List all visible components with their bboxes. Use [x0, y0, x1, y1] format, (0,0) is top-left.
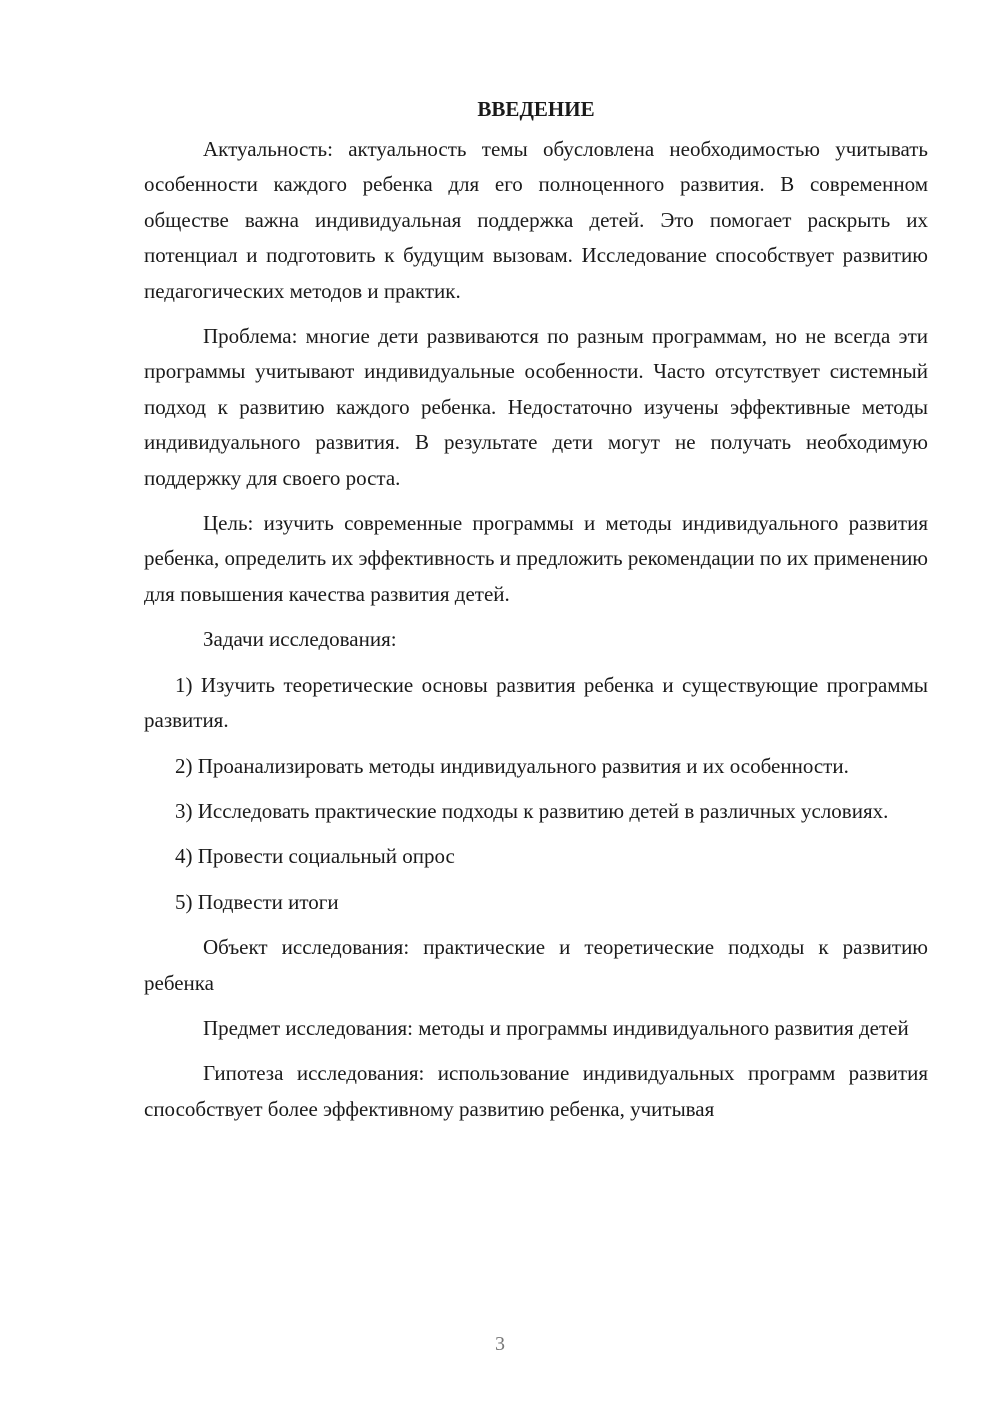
problem-paragraph: Проблема: многие дети развиваются по разным программам, но не всегда эти программы учитывают индивидуальные особенности. Часто отсутствует системный подход к развитию каждого ребенка. Недостаточно изучены эффективные методы индивидуального развития. В результате дети могут не получать необходимую поддержку для своего роста. [144, 324, 928, 490]
task-item-2: 2) Проанализировать методы индивидуального развития и их особенности. [175, 753, 849, 778]
relevance-paragraph: Актуальность: актуальность темы обусловлена необходимостью учитывать особенности каждого ребенка для его полноценного развития. В современном обществе важна индивидуальная поддержка детей. Это помогает раскрыть их потенциал и подготовить к будущим вызовам. Исследование способствует развитию педагогических методов и практик. [144, 137, 928, 303]
hypothesis-paragraph: Гипотеза исследования: использование индивидуальных программ развития способствует более эффективному развитию ребенка, учитывая [144, 1061, 928, 1121]
object-paragraph: Объект исследования: практические и теоретические подходы к развитию ребенка [144, 935, 928, 995]
subject-paragraph: Предмет исследования: методы и программы индивидуального развития детей [203, 1015, 909, 1040]
task-item-5: 5) Подвести итоги [175, 889, 339, 914]
tasks-heading: Задачи исследования: [203, 627, 397, 652]
task-item-3: 3) Исследовать практические подходы к развитию детей в различных условиях. [175, 798, 889, 823]
document-page [144, 92, 928, 1137]
goal-paragraph: Цель: изучить современные программы и методы индивидуального развития ребенка, определить их эффективность и предложить рекомендации по их применению для повышения качества развития детей. [144, 511, 928, 606]
page-number: 3 [495, 1333, 505, 1355]
section-title: ВВЕДЕНИЕ [477, 97, 595, 121]
task-item-4: 4) Провести социальный опрос [175, 844, 455, 869]
task-item-1: 1) Изучить теоретические основы развития ребенка и существующие программы развития. [144, 672, 928, 733]
